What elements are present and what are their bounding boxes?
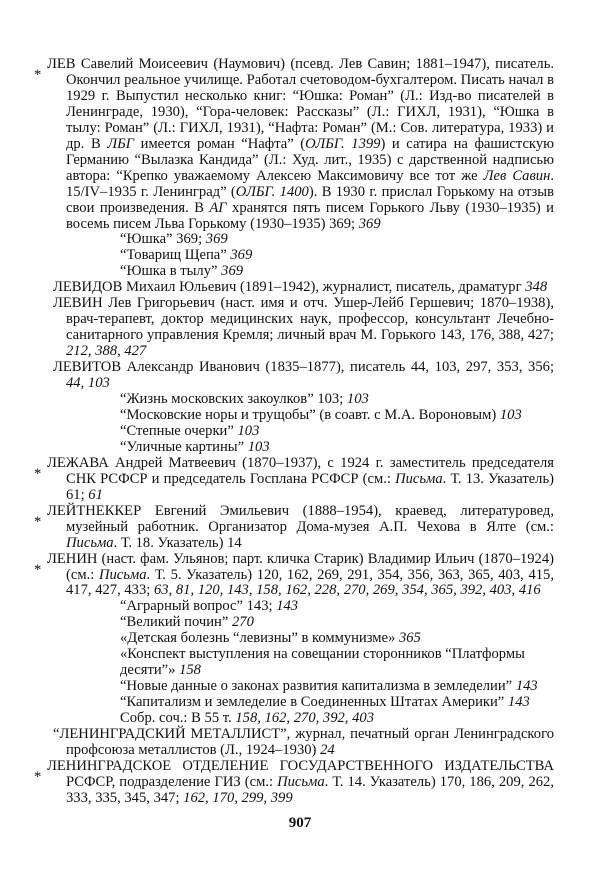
page-ref-italic: Письма [66, 534, 114, 551]
page-ref-italic: 365 [398, 630, 421, 647]
entry-text: «Конспект выступления на совещании сторонников “Платформы десяти”» [120, 646, 525, 679]
page-ref-italic: 61 [88, 486, 103, 503]
entry-text: ЛЕВИН Лев Григорьевич (наст. имя и отч. Ушер-Лейб Гершевич; 1870–1938), врач-терапевт, доктор медицинских наук, профессор, консультант Лечебно-санитарного управления Кремля; личный врач М. Горького 143, 176, 388, 427; [53, 295, 554, 344]
index-subentry [53, 232, 554, 248]
entry-text: “Юшка” 369; [120, 231, 206, 248]
page-ref-italic: 158 [179, 662, 201, 679]
index-subentry [53, 631, 554, 647]
entry-text: ). В 1930 г. прислал Горькому на отзыв свои произведения. В [66, 183, 554, 216]
page-ref-italic: 212, 388, 427 [66, 343, 147, 360]
entry-text: “Капитализм и земледелие в Соединенных Штатах Америки” [120, 694, 508, 711]
entry-text: . Т. 18. Указатель) 14 [113, 534, 242, 551]
entry-text: “Новые данные о законах развития капитализма в земледелии” [120, 678, 516, 695]
entry-text: . 15/IV–1935 г. Ленинград” ( [66, 167, 554, 200]
entry-text: “Великий почин” [120, 614, 232, 631]
page-ref-italic: 103 [237, 422, 260, 439]
index-subentry [53, 392, 554, 408]
index-entry [53, 727, 554, 759]
page-ref-italic: 348 [525, 279, 548, 296]
page-ref-italic: 143 [515, 678, 538, 695]
page-ref-italic: Письма [98, 566, 147, 583]
entry-text: ) и сатира на фашистскую Германию “Вылазка Кандида” (Л.: Худ. лит., 1935) с дарственной надписью автора: “Крепко уважаемому Алексею Максимовичу все тот же [66, 135, 555, 184]
page-ref-italic: 63, 81, 120, 143, 158, 162, 228, 270, 269, 354, 365, 392, 403, 416 [153, 582, 541, 599]
entry-text: «Детская болезнь “левизны” в коммунизме» [120, 630, 399, 647]
entry-text: хранятся пять писем Горького Льву (1930–1935) и восемь писем Льва Горькому (1930–1935) 369; [66, 199, 554, 232]
entry-text: ЛЕЙТНЕККЕР Евгений Эмильевич (1888–1954), краевед, литературовед, музейный работник. Организатор Дома-музея А.П. Чехова в Ялте (см.: [47, 502, 554, 535]
index-subentry [53, 647, 554, 679]
entry-text: ЛЕВИДОВ Михаил Юльевич (1891–1942), журналист, писатель, драматург [53, 279, 526, 296]
page-ref-italic: 103 [247, 438, 270, 455]
page-ref-italic: 103 [346, 391, 369, 408]
page-ref-italic: 158, 162, 270, 392, 403 [235, 710, 374, 727]
index-subentry [53, 264, 554, 280]
page-ref-italic: 369 [205, 231, 228, 248]
index-subentry [53, 599, 554, 615]
page-ref-italic: 24 [320, 741, 335, 758]
page-ref-italic: 270 [231, 614, 254, 631]
entry-text: “Аграрный вопрос” 143; [120, 598, 277, 615]
index-subentry [53, 695, 554, 711]
entry-text: . Т. 5. Указатель) 120, 162, 269, 291, 354, 356, 363, 365, 403, 415, 417, 427, 433; [66, 566, 554, 599]
index-entry [53, 280, 554, 296]
entry-text: ЛЕВ Савелий Моисеевич (Наумович) (псевд. Лев Савин; 1881–1947), писатель. Окончил реальное училище. Работал счетоводом-бухгалтером. Писать начал в 1929 г. Выпустил несколько книг: “Юшка: Роман” (Л.: Изд-во писателей в Ленинграде, 1930), “Гора-человек: Рассказы” (Л.: ГИХЛ, 1931), “Юшка в тылу: Роман” (Л.: ГИХЛ, 1931), “Нафта: Роман” (М.: Сов. литература, 1933) и др. В [47, 56, 554, 152]
page-ref-italic: Письма [277, 773, 325, 790]
page-ref-italic: 143 [276, 598, 299, 615]
index-entry: * ЛЕНИН (наст. фам. Ульянов; парт. кличка Старик) Владимир Ильич (1870–1924) (см.: Письма. Т. 5. Указатель) 120, 162, 269, 291, 354, 356, 363, 365, 403, 415, 417, 427, 433; 63, 81, 120, 143, 158, 162, 228, 270, 269, 354, 365, 392, 403, 416 [34, 550, 554, 599]
page-ref-italic: Лев Савин [483, 167, 551, 184]
page-ref-italic: 369 [230, 247, 253, 264]
index-subentry [53, 679, 554, 695]
entry-text: “Товарищ Щепа” [120, 247, 231, 264]
entry-text: “Московские норы и трущобы” (в соавт. с М.А. Вороновым) [120, 406, 500, 423]
index-entry: * ЛЕЖАВА Андрей Матвеевич (1870–1937), с 1924 г. заместитель председателя СНК РСФСР и председатель Госплана РСФСР (см.: Письма. Т. 13. Указатель) 61; 61 [34, 454, 554, 503]
page-ref-italic: 162, 170, 299, 399 [183, 789, 293, 806]
index-subentry [53, 248, 554, 264]
index-entry [53, 360, 554, 392]
entry-text: “ЛЕНИНГРАДСКИЙ МЕТАЛЛИСТ”, журнал, печатный орган Ленинградского профсоюза металлистов (Л., 1924–1930) [53, 726, 554, 758]
index-entry: * ЛЕВ Савелий Моисеевич (Наумович) (псевд. Лев Савин; 1881–1947), писатель. Окончил реальное училище. Работал счетоводом-бухгалтером. Писать начал в 1929 г. Выпустил несколько книг: “Юшка: Роман” (Л.: Изд-во писателей в Ленинграде, 1930), “Гора-человек: Рассказы” (Л.: ГИХЛ, 1931), “Юшка в тылу: Роман” (Л.: ГИХЛ, 1931), “Нафта: Роман” (М.: Сов. литература, 1933) и др. В ЛБГ имеется роман “Нафта” (ОЛБГ. 1399) и сатира на фашистскую Германию “Вылазка Кандида” (Л.: Худ. лит., 1935) с дарственной надписью автора: “Крепко уважаемому Алексею Максимовичу все тот же Лев Савин. 15/IV–1935 г. Ленинград” (ОЛБГ. 1400). В 1930 г. прислал Горькому на отзыв свои произведения. В АГ хранятся пять писем Горького Льву (1930–1935) и восемь писем Льва Горькому (1930–1935) 369; 369 [34, 56, 555, 232]
page-ref-italic: 369 [358, 215, 381, 232]
page-number: 907 [288, 815, 312, 831]
page-ref-italic: 369 [221, 263, 244, 280]
page-ref-italic: ОЛБГ. 1399 [305, 135, 381, 152]
page-ref-italic: 143 [507, 694, 530, 711]
entry-text: ЛЕНИНГРАДСКОЕ ОТДЕЛЕНИЕ ГОСУДАРСТВЕННОГО ИЗДАТЕЛЬСТВА РСФСР, подразделение ГИЗ (см.: [47, 757, 554, 790]
index-subentry [53, 440, 554, 456]
entry-text: . Т. 13. Указатель) 61; [66, 470, 554, 503]
page-ref-italic: ЛБГ [107, 135, 135, 152]
index-subentry [53, 424, 554, 440]
entry-text: “Степные очерки” [120, 422, 238, 439]
index-page-body [34, 56, 555, 807]
index-entry: * ЛЕЙТНЕККЕР Евгений Эмильевич (1888–1954), краевед, литературовед, музейный работник. Организатор Дома-музея А.П. Чехова в Ялте (см.: Письма. Т. 18. Указатель) 14 [34, 502, 554, 551]
entry-text: ЛЕНИН (наст. фам. Ульянов; парт. кличка Старик) Владимир Ильич (1870–1924) (см.: [47, 550, 554, 583]
entry-text: ЛЕЖАВА Андрей Матвеевич (1870–1937), с 1924 г. заместитель председателя СНК РСФСР и председатель Госплана РСФСР (см.: [47, 454, 554, 487]
entry-text: . Т. 14. Указатель) 170, 186, 209, 262, 333, 335, 345, 347; [66, 773, 554, 806]
index-entry: * ЛЕНИНГРАДСКОЕ ОТДЕЛЕНИЕ ГОСУДАРСТВЕННОГО ИЗДАТЕЛЬСТВА РСФСР, подразделение ГИЗ (см.: Письма. Т. 14. Указатель) 170, 186, 209, 262, 333, 335, 345, 347; 162, 170, 299, 399 [34, 757, 554, 806]
entry-text: “Юшка в тылу” [120, 263, 222, 280]
index-subentry [53, 711, 554, 727]
index-entry [53, 296, 554, 360]
index-subentry [53, 408, 554, 424]
page-ref-italic: 44, 103 [66, 375, 110, 392]
entry-text: имеется роман “Нафта” ( [134, 135, 306, 152]
entry-text: Собр. соч.: В 55 т. [120, 710, 236, 727]
index-subentry [53, 615, 554, 631]
page-ref-italic: ОЛБГ. 1400 [235, 183, 309, 200]
entry-text: “Уличные картины” [120, 438, 248, 455]
page-ref-italic: Письма [395, 470, 443, 487]
entry-text: “Жизнь московских закоулков” 103; [120, 391, 347, 408]
page-ref-italic: АГ [209, 199, 227, 216]
entry-text: ЛЕВИТОВ Александр Иванович (1835–1877), писатель 44, 103, 297, 353, 356; [53, 359, 554, 376]
page-ref-italic: 103 [499, 406, 522, 423]
